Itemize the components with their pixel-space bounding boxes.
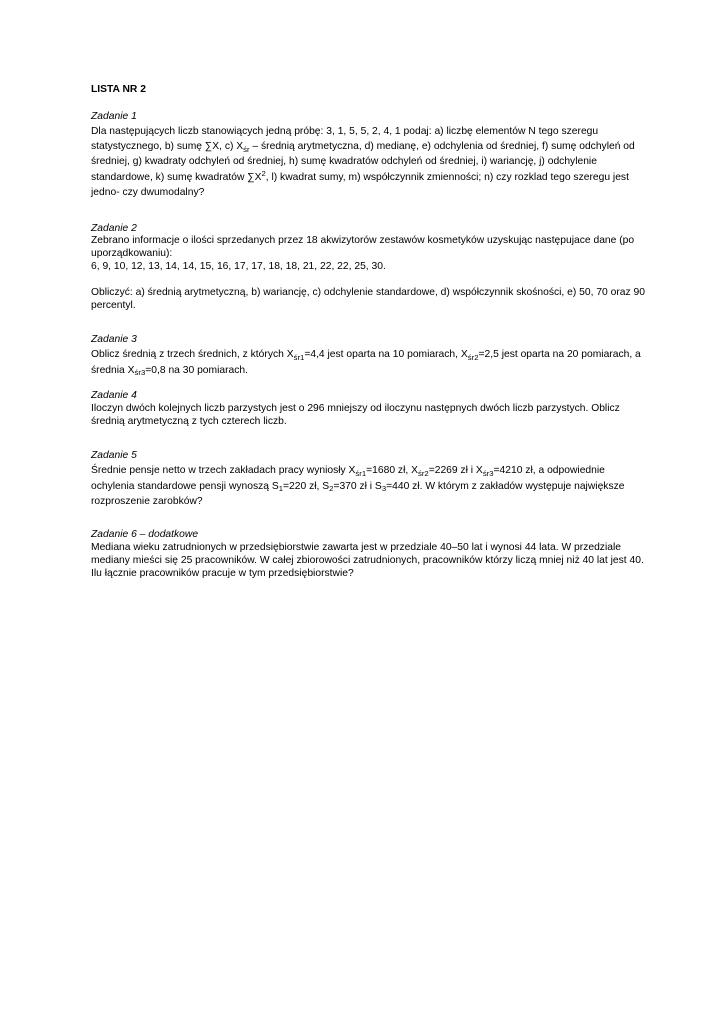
task-5-text-2: =1680 zł, X: [366, 465, 418, 477]
task-3-text-3: =2,5 jest oparta na 20 pomiarach, a średnia X: [91, 349, 641, 376]
task-5-sub-4: 1: [278, 484, 284, 494]
task-3: [91, 334, 651, 378]
task-1: [91, 111, 651, 201]
task-3-heading: Zadanie 3: [91, 334, 137, 346]
task-4: [91, 390, 651, 428]
task-1-text-c: , l) kwadrat sumy, m) współczynnik zmienności; n) czy rozklad tego szeregu jest jedno- czy dwumodalny?: [91, 171, 629, 199]
task-3-text: [91, 347, 651, 378]
task-5-heading: Zadanie 5: [91, 450, 137, 462]
task-4-heading: Zadanie 4: [91, 390, 137, 402]
task-5-sub-6: 3: [381, 484, 387, 494]
spacer: [91, 312, 651, 334]
task-5: [91, 450, 651, 509]
spacer: [91, 378, 651, 390]
task-2-intro: Zebrano informacje o ilości sprzedanych przez 18 akwizytorów zestawów kosmetyków uzyskując następujace dane (po uporządkowaniu):: [91, 235, 635, 260]
task-1-sub-sr: śr: [243, 144, 250, 154]
task-1-text: [91, 124, 651, 201]
task-5-text-6: =370 zł i S: [333, 480, 382, 492]
task-6: [91, 529, 651, 580]
task-5-text-5: =220 zł, S: [283, 480, 330, 492]
task-2-data-line: 6, 9, 10, 12, 13, 14, 14, 15, 16, 17, 17, 18, 18, 21, 22, 22, 25, 30.: [91, 261, 386, 273]
task-1-heading: Zadanie 1: [91, 110, 137, 122]
task-6-text: Mediana wieku zatrudnionych w przedsiębiorstwie zawarta jest w przedziale 40–50 lat i wynosi 44 lata. W przedziale mediany mieści się 25 pracowników. W całej zbiorowości zatrudnionych, pracowników którzy liczą mniej niż 40 lat jest 40. Ilu łącznie pracowników pracuje w tym przedsiębiorstwie?: [91, 542, 644, 579]
task-5-sub-5: 2: [329, 484, 334, 494]
spacer: [91, 201, 651, 223]
task-3-sub-2: śr2: [467, 352, 479, 362]
document-page: [91, 84, 651, 581]
task-2-heading: Zadanie 2: [91, 222, 137, 234]
task-1-sup-2: 2: [261, 169, 266, 179]
task-5-text-7: =440 zł. W którym z zakładów występuje największe rozproszenie zarobków?: [91, 480, 625, 508]
task-3-text-4: =0,8 na 30 pomiarach.: [145, 364, 249, 376]
task-2: [91, 223, 651, 313]
task-1-text-b: – średnią arytmetyczna, d) medianę, e) odchylenia od średniej, f) sumę odchyleń od średniej, g) kwadraty odchyleń od średniej, h) sumę kwadratów odchyleń od średniej, i) wariancję, j) odchylenie standardowe, k) sumę kwadratów ∑X: [91, 141, 635, 183]
task-5-text: [91, 463, 651, 509]
spacer: [91, 509, 651, 529]
spacer: [91, 274, 651, 287]
task-5-text-4: =4210 zł, a odpowiednie ochylenia standardowe pensji wynoszą S: [91, 465, 605, 492]
task-5-text-3: =2269 zł i X: [428, 465, 483, 477]
task-5-text-1: Średnie pensje netto w trzech zakładach pracy wyniosły X: [91, 465, 356, 477]
task-2-question: Obliczyć: a) średnią arytmetyczną, b) wariancję, c) odchylenie standardowe, d) współczynnik skośności, e) 50, 70 oraz 90 percentyl.: [91, 286, 645, 311]
task-3-text-2: =4,4 jest oparta na 10 pomiarach, X: [304, 349, 468, 361]
task-3-text-1: Oblicz średnią z trzech średnich, z których X: [91, 349, 294, 361]
task-5-sub-3: śr3: [482, 468, 494, 478]
task-1-text-a: Dla następujących liczb stanowiących jedną próbę: 3, 1, 5, 5, 2, 4, 1 podaj: a) liczbę elementów N tego szeregu statystycznego, b) sumę ∑X, c) X: [91, 125, 599, 152]
task-3-sub-1: śr1: [293, 352, 305, 362]
task-4-text: Iloczyn dwóch kolejnych liczb parzystych jest o 296 mniejszy od iloczynu następnych dwóch liczb parzystych. Oblicz średnią arytmetyczną z tych czterech liczb.: [91, 402, 620, 427]
task-5-sub-1: śr1: [355, 468, 367, 478]
document-title: LISTA NR 2: [91, 84, 146, 95]
spacer: [91, 428, 651, 450]
task-6-heading: Zadanie 6 – dodatkowe: [91, 529, 199, 541]
task-3-sub-3: śr3: [134, 368, 146, 378]
task-5-sub-2: śr2: [417, 468, 429, 478]
